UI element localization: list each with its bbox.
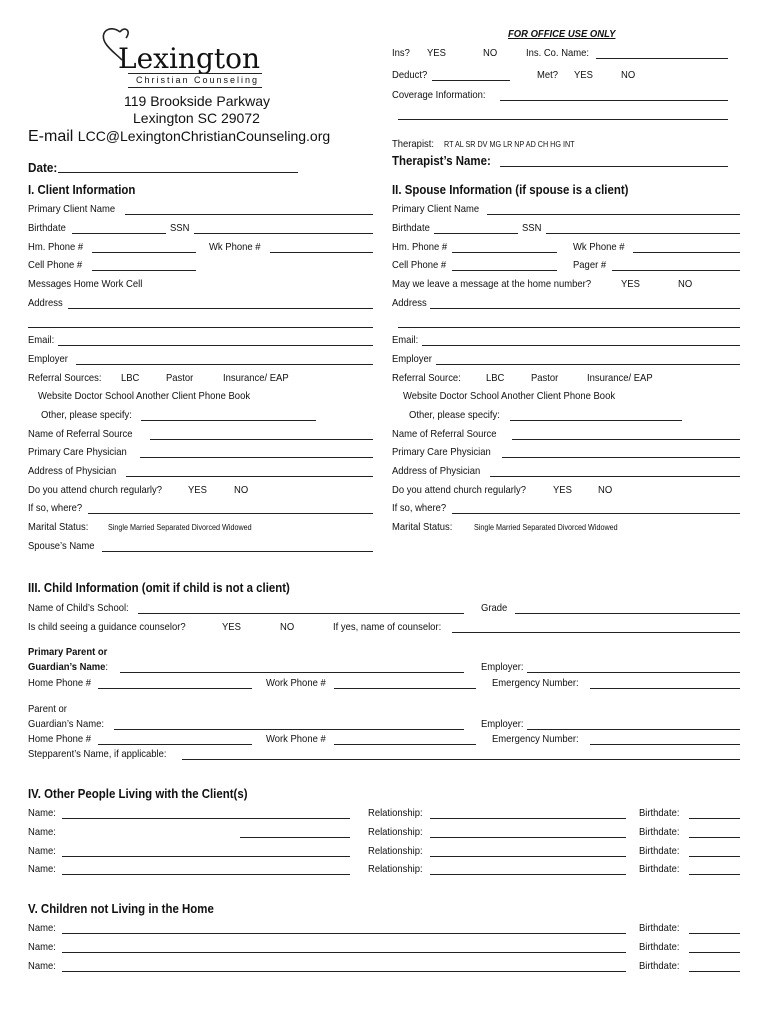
client-spouse-name-field[interactable] [102,551,373,552]
email-row [28,128,330,146]
spouse-referral-pastor[interactable]: Pastor [531,372,559,384]
office-ins-no[interactable]: NO [483,47,498,59]
child-guidance-no[interactable]: NO [280,621,295,633]
client-church-no[interactable]: NO [234,484,249,496]
client-other-field[interactable] [141,420,316,421]
spouse-wk-phone-label: Wk Phone # [573,241,625,253]
spouse-where-label: If so, where? [392,502,447,514]
spouse-physician-address-label: Address of Physician [392,465,481,477]
spouse-church-label: Do you attend church regularly? [392,484,526,496]
client-referral-name-label: Name of Referral Source [28,428,133,440]
others-name-label: Name: [28,863,56,875]
others-relationship-label: Relationship: [368,845,423,857]
child-home-phone-field[interactable] [98,744,252,745]
child-stepparent-field[interactable] [182,759,740,760]
child-counselor-label: If yes, name of counselor: [333,621,442,633]
spouse-message-yes[interactable]: YES [621,278,640,290]
spouse-address-label: Address [392,297,427,309]
spouse-message-no[interactable]: NO [678,278,693,290]
spouse-referral-name-field[interactable] [512,439,740,440]
client-other-label: Other, please specify: [41,409,132,421]
others-birthdate-label: Birthdate: [639,845,680,857]
child-counselor-field[interactable] [452,632,740,633]
others-name-label: Name: [28,845,56,857]
client-messages-options[interactable]: Messages Home Work Cell [28,278,143,290]
child-employer-field[interactable] [527,729,740,730]
child-primary-home-phone-field[interactable] [98,688,252,689]
others-birthdate-label: Birthdate: [639,826,680,838]
office-coverage-label: Coverage Information: [392,89,486,101]
date-label: Date: [28,160,58,175]
client-where-label: If so, where? [28,502,83,514]
spouse-other-label: Other, please specify: [409,409,500,421]
spouse-email-field[interactable] [422,345,740,346]
child-emergency-label: Emergency Number: [492,733,579,745]
spouse-where-field[interactable] [452,513,740,514]
spouse-employer-label: Employer [392,353,432,365]
child-home-phone-label: Home Phone # [28,733,92,745]
others-relationship-label: Relationship: [368,826,423,838]
address-line-2: Lexington SC 29072 [133,110,260,126]
spouse-hm-phone-field[interactable] [452,252,557,253]
client-church-yes[interactable]: YES [188,484,207,496]
spouse-referral-insurance[interactable]: Insurance/ EAP [587,372,653,384]
children-name-label: Name: [28,941,56,953]
client-email-field[interactable] [58,345,373,346]
child-primary-guardian-field[interactable] [120,672,464,673]
client-primary-name-field[interactable] [125,214,373,215]
office-therapist-name-field[interactable] [500,166,728,167]
spouse-ssn-label: SSN [522,222,542,234]
children-name-label: Name: [28,922,56,934]
office-therapist-codes[interactable]: RT AL SR DV MG LR NP AD CH HG INT [444,140,575,149]
client-hm-phone-field[interactable] [92,252,196,253]
client-ssn-label: SSN [170,222,190,234]
office-deduct-field[interactable] [432,80,510,81]
others-heading: IV. Other People Living with the Client(s) [28,786,248,801]
client-referral-insurance[interactable]: Insurance/ EAP [223,372,289,384]
others-relationship-field[interactable] [430,837,626,838]
client-address-label: Address [28,297,63,309]
children-name-label: Name: [28,960,56,972]
child-work-phone-label: Work Phone # [266,733,326,745]
spouse-heading: II. Spouse Information (if spouse is a client) [392,182,629,197]
client-spouse-name-label: Spouse’s Name [28,540,95,552]
spouse-employer-field[interactable] [436,364,740,365]
office-met-yes[interactable]: YES [574,69,593,81]
others-name-label: Name: [28,807,56,819]
child-primary-guardian-row: Guardian’s Name: [28,661,109,673]
client-wk-phone-label: Wk Phone # [209,241,261,253]
client-heading: I. Client Information [28,182,136,197]
children-name-field[interactable] [62,933,626,934]
child-employer-label: Employer: [481,718,524,730]
child-emergency-field[interactable] [590,744,740,745]
client-hm-phone-label: Hm. Phone # [28,241,84,253]
office-use-title: FOR OFFICE USE ONLY [508,28,616,40]
others-name-field[interactable] [62,818,350,819]
spouse-address-field[interactable] [430,308,740,309]
others-name-label: Name: [28,826,56,838]
others-relationship-field[interactable] [430,874,626,875]
client-referral-lbc[interactable]: LBC [121,372,140,384]
others-relationship-field[interactable] [430,856,626,857]
children-name-field[interactable] [62,952,626,953]
spouse-message-label: May we leave a message at the home number? [392,278,592,290]
client-employer-field[interactable] [76,364,373,365]
email-address: LCC@LexingtonChristianCounseling.org [77,128,331,144]
child-heading: III. Child Information (omit if child is not a client) [28,580,290,595]
client-church-label: Do you attend church regularly? [28,484,162,496]
client-primary-name-label: Primary Client Name [28,203,116,215]
spouse-cell-phone-field[interactable] [452,270,557,271]
office-coverage-field-2[interactable] [398,119,728,120]
spouse-birthdate-field[interactable] [434,233,518,234]
office-ins-label: Ins? [392,47,410,59]
others-relationship-label: Relationship: [368,807,423,819]
spouse-referral-label: Referral Source: [392,372,461,384]
spouse-referral-name-label: Name of Referral Source [392,428,497,440]
others-birthdate-field[interactable] [689,856,740,857]
client-referral-label: Referral Sources: [28,372,102,384]
child-guardian-label: Guardian’s Name: [28,718,104,730]
others-birthdate-field[interactable] [689,818,740,819]
client-marital-label: Marital Status: [28,521,89,533]
child-primary-home-phone-label: Home Phone # [28,677,92,689]
children-heading: V. Children not Living in the Home [28,901,214,916]
others-name-field[interactable] [62,874,350,875]
others-birthdate-field[interactable] [689,874,740,875]
child-stepparent-label: Stepparent’s Name, if applicable: [28,748,167,760]
client-address-field-2[interactable] [28,327,373,328]
children-birthdate-label: Birthdate: [639,922,680,934]
spouse-birthdate-label: Birthdate [392,222,430,234]
office-coverage-field[interactable] [500,100,728,101]
children-birthdate-label: Birthdate: [639,941,680,953]
client-employer-label: Employer [28,353,68,365]
spouse-hm-phone-label: Hm. Phone # [392,241,448,253]
client-cell-phone-label: Cell Phone # [28,259,83,271]
logo-name: Lexington [118,42,261,75]
child-grade-field[interactable] [515,613,740,614]
office-met-no[interactable]: NO [621,69,636,81]
others-name-field[interactable] [62,856,350,857]
client-wk-phone-field[interactable] [270,252,373,253]
children-birthdate-field[interactable] [689,933,740,934]
child-primary-parent-label: Primary Parent or [28,646,108,658]
spouse-physician-field[interactable] [502,457,740,458]
office-ins-co-field[interactable] [596,58,728,59]
client-where-field[interactable] [88,513,373,514]
client-ssn-field[interactable] [194,233,373,234]
spouse-cell-phone-label: Cell Phone # [392,259,447,271]
others-relationship-field[interactable] [430,818,626,819]
client-birthdate-label: Birthdate [28,222,66,234]
children-birthdate-field[interactable] [689,971,740,972]
child-school-label: Name of Child’s School: [28,602,129,614]
spouse-referral-lbc[interactable]: LBC [486,372,505,384]
spouse-email-label: Email: [392,334,419,346]
child-primary-employer-field[interactable] [527,672,740,673]
logo-subtitle: Christian Counseling [136,75,260,85]
child-primary-work-phone-field[interactable] [334,688,476,689]
child-school-field[interactable] [138,613,464,614]
office-ins-co-label: Ins. Co. Name: [526,47,590,59]
child-work-phone-field[interactable] [334,744,476,745]
children-name-field[interactable] [62,971,626,972]
spouse-wk-phone-field[interactable] [633,252,740,253]
office-ins-yes[interactable]: YES [427,47,446,59]
spouse-church-no[interactable]: NO [598,484,613,496]
child-guidance-yes[interactable]: YES [222,621,241,633]
spouse-pager-label: Pager # [573,259,607,271]
spouse-physician-address-field[interactable] [490,476,740,477]
child-guidance-label: Is child seeing a guidance counselor? [28,621,186,633]
email-label: E-mail [28,128,74,145]
client-birthdate-field[interactable] [72,233,166,234]
client-referral-options[interactable]: Website Doctor School Another Client Phone Book [38,390,251,402]
spouse-church-yes[interactable]: YES [553,484,572,496]
child-primary-work-phone-label: Work Phone # [266,677,326,689]
child-grade-label: Grade [481,602,508,614]
office-therapist-name-label: Therapist’s Name: [392,153,491,168]
client-referral-name-field[interactable] [150,439,373,440]
client-physician-field[interactable] [140,457,373,458]
others-birthdate-label: Birthdate: [639,863,680,875]
office-deduct-label: Deduct? [392,69,428,81]
children-birthdate-field[interactable] [689,952,740,953]
spouse-ssn-field[interactable] [546,233,740,234]
child-parent-or-label: Parent or [28,703,67,715]
client-cell-phone-field[interactable] [92,270,196,271]
spouse-primary-name-label: Primary Client Name [392,203,480,215]
client-physician-address-label: Address of Physician [28,465,117,477]
spouse-other-field[interactable] [510,420,682,421]
address-line-1: 119 Brookside Parkway [124,93,271,109]
client-physician-label: Primary Care Physician [28,446,127,458]
others-birthdate-label: Birthdate: [639,807,680,819]
client-referral-pastor[interactable]: Pastor [166,372,194,384]
spouse-marital-label: Marital Status: [392,521,453,533]
child-guardian-field[interactable] [114,729,464,730]
spouse-referral-options[interactable]: Website Doctor School Another Client Phone Book [403,390,616,402]
child-primary-emergency-label: Emergency Number: [492,677,579,689]
client-address-field[interactable] [68,308,373,309]
spouse-pager-field[interactable] [612,270,740,271]
children-birthdate-label: Birthdate: [639,960,680,972]
office-therapist-label: Therapist: [392,138,435,150]
child-primary-employer-label: Employer: [481,661,524,673]
date-field[interactable] [58,172,298,173]
others-birthdate-field[interactable] [689,837,740,838]
child-primary-emergency-field[interactable] [590,688,740,689]
office-met-label: Met? [537,69,559,81]
client-email-label: Email: [28,334,55,346]
spouse-primary-name-field[interactable] [487,214,740,215]
spouse-marital-options[interactable]: Single Married Separated Divorced Widowed [474,523,618,532]
client-physician-address-field[interactable] [126,476,373,477]
others-name-field[interactable] [240,837,350,838]
spouse-physician-label: Primary Care Physician [392,446,491,458]
client-marital-options[interactable]: Single Married Separated Divorced Widowed [108,523,252,532]
spouse-address-field-2[interactable] [398,327,740,328]
others-relationship-label: Relationship: [368,863,423,875]
child-primary-guardian-label: Guardian’s Name [28,661,106,673]
